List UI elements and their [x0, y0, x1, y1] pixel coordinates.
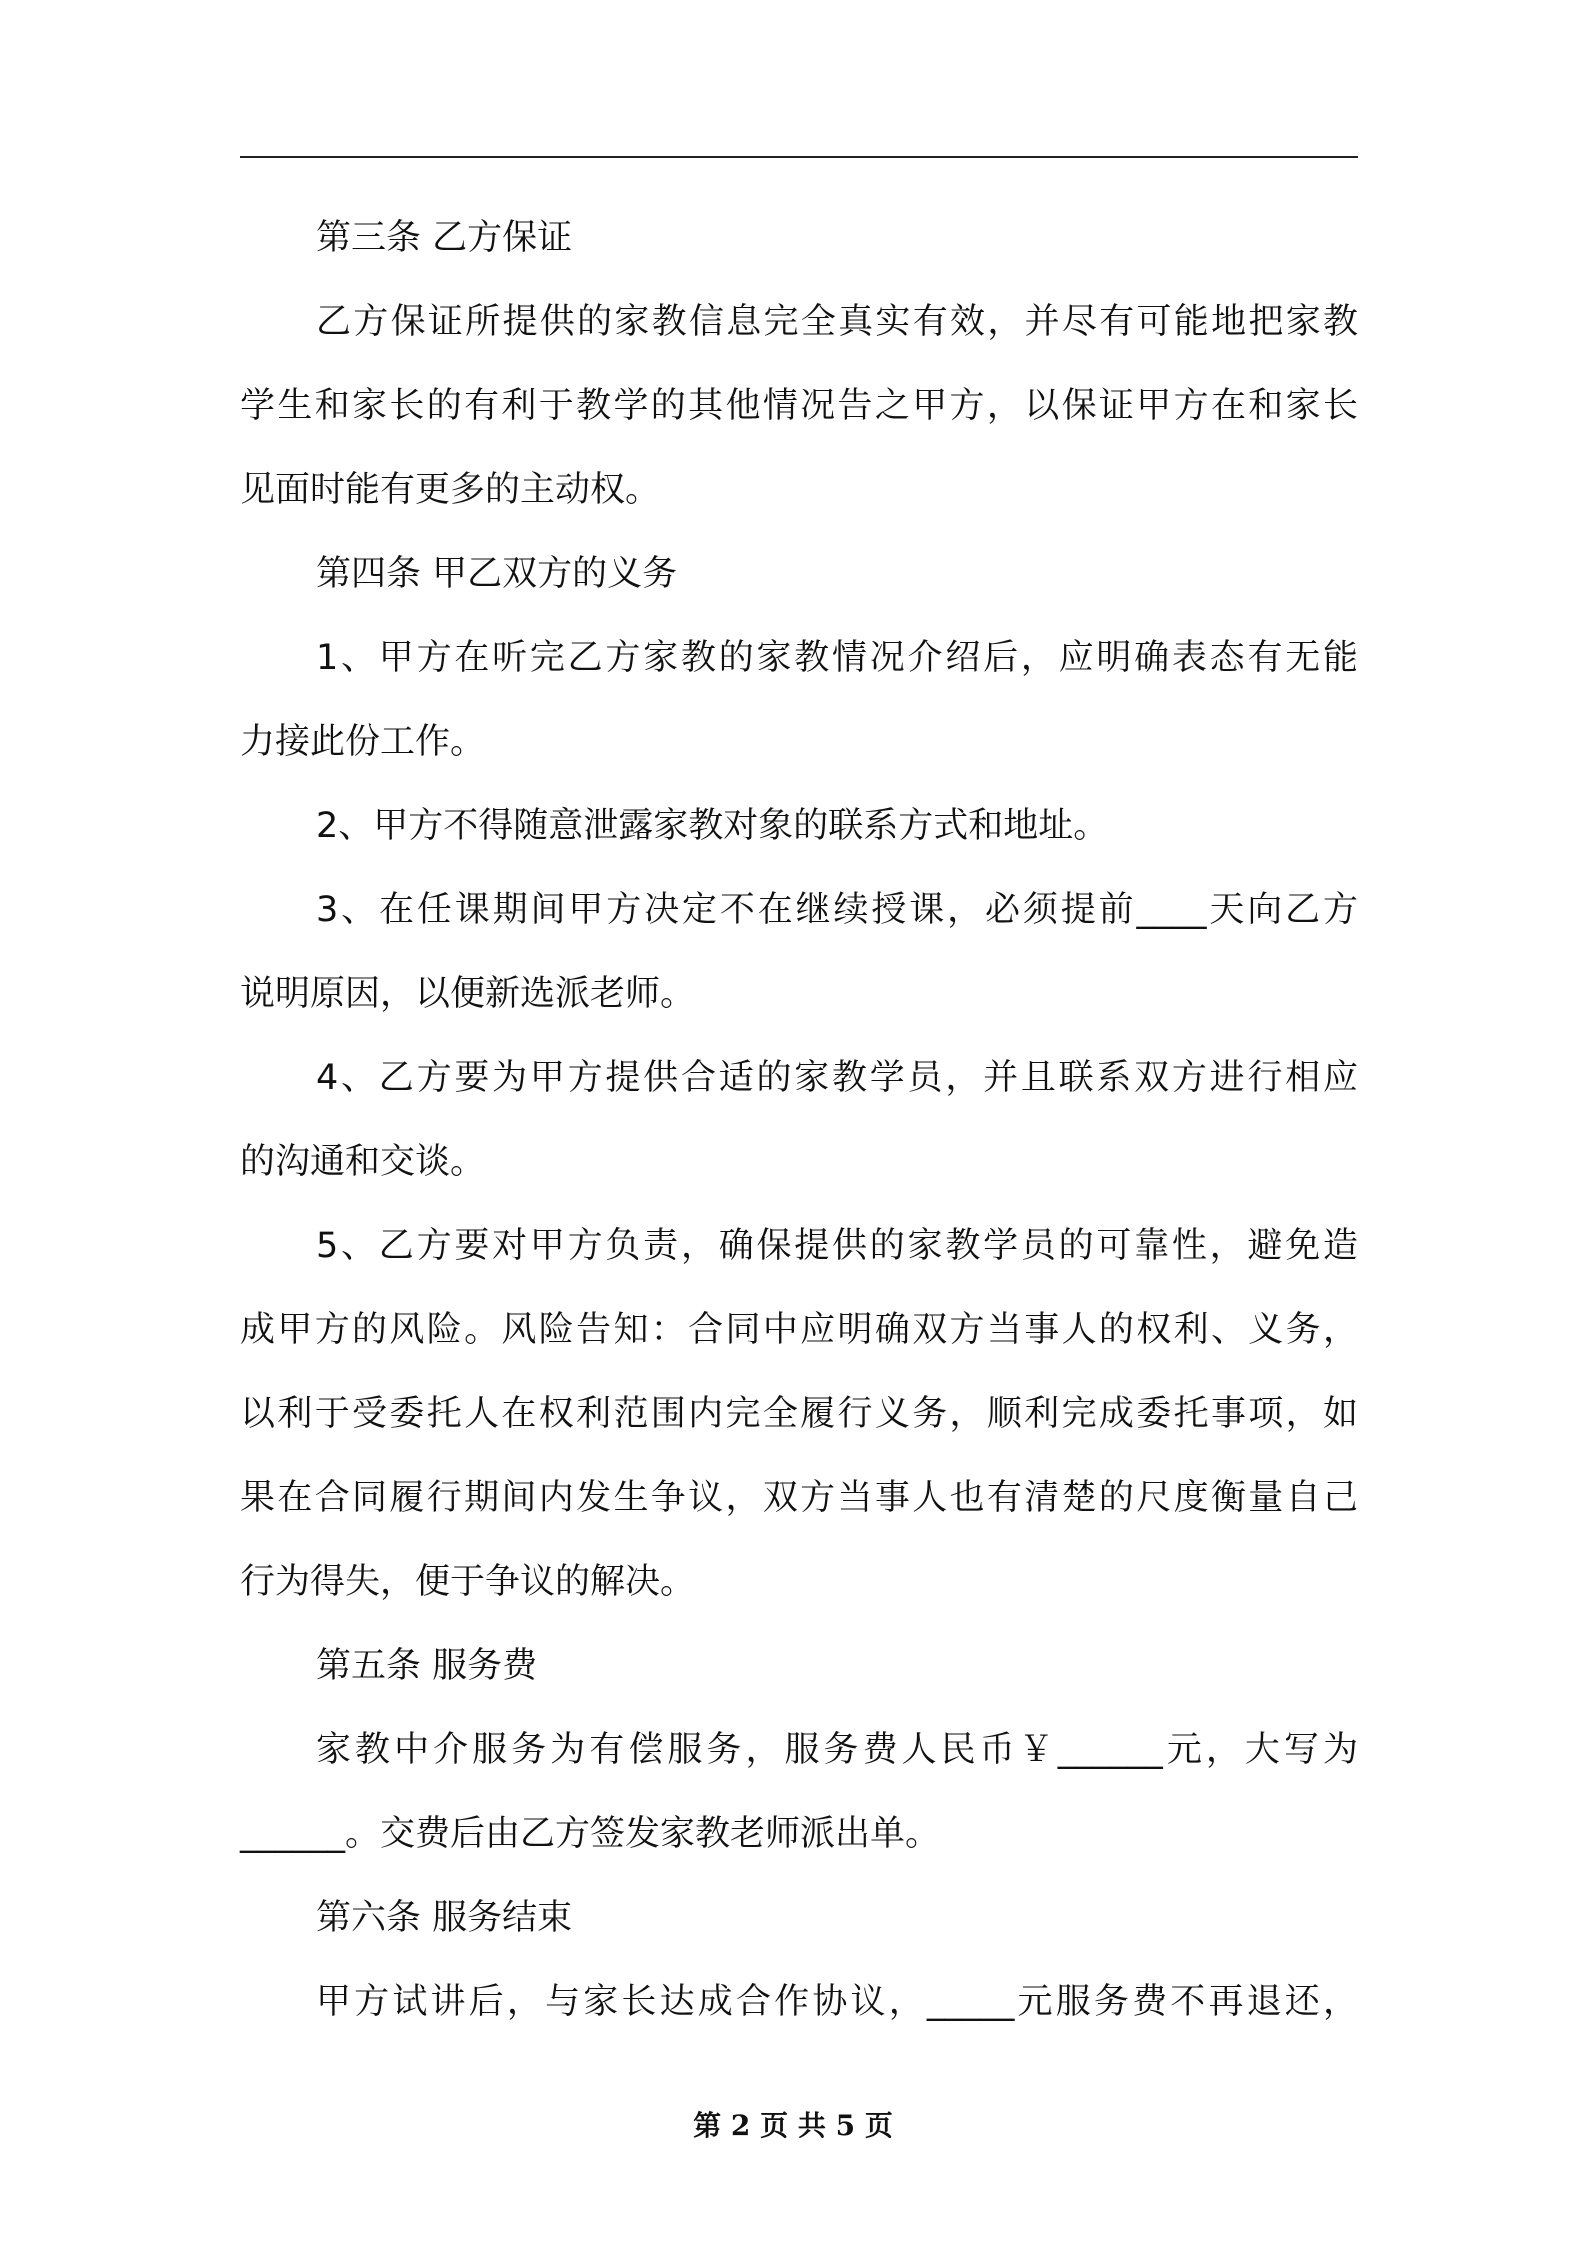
text-line: 成甲方的风险。风险告知：合同中应明确双方当事人的权利、义务， [240, 1310, 1358, 1350]
text-line: 说明原因，以便新选派老师。 [240, 974, 696, 1014]
text-line: 2、甲方不得随意泄露家教对象的联系方式和地址。 [316, 806, 1109, 846]
text-line: 果在合同履行期间内发生争议，双方当事人也有清楚的尺度衡量自己 [240, 1478, 1358, 1518]
text-line: 家教中介服务为有偿服务，服务费人民币￥______元，大写为 [316, 1730, 1358, 1770]
text-line: 力接此份工作。 [240, 722, 486, 762]
text-line: 第五条 服务费 [316, 1646, 538, 1686]
text-line: 乙方保证所提供的家教信息完全真实有效，并尽有可能地把家教 [316, 302, 1358, 342]
document-body [240, 196, 1358, 2044]
text-line: 5、乙方要对甲方负责，确保提供的家教学员的可靠性，避免造 [316, 1226, 1358, 1266]
text-line: 行为得失，便于争议的解决。 [240, 1562, 696, 1602]
text-line: 第四条 甲乙双方的义务 [316, 554, 678, 594]
page-number: 第 2 页 共 5 页 [693, 2109, 893, 2142]
text-line: 4、乙方要为甲方提供合适的家教学员，并且联系双方进行相应 [316, 1058, 1358, 1098]
text-line: 见面时能有更多的主动权。 [240, 470, 661, 510]
text-line: 甲方试讲后，与家长达成合作协议，_____元服务费不再退还， [316, 1982, 1358, 2022]
text-line: 的沟通和交谈。 [240, 1142, 486, 1182]
text-line: 第三条 乙方保证 [316, 218, 573, 258]
text-line: 以利于受委托人在权利范围内完全履行义务，顺利完成委托事项，如 [240, 1394, 1358, 1434]
text-line: ______。交费后由乙方签发家教老师派出单。 [240, 1814, 941, 1854]
text-line: 学生和家长的有利于教学的其他情况告之甲方，以保证甲方在和家长 [240, 386, 1358, 426]
text-line: 第六条 服务结束 [316, 1898, 573, 1938]
text-line: 1、甲方在听完乙方家教的家教情况介绍后，应明确表态有无能 [316, 638, 1358, 678]
text-line: 3、在任课期间甲方决定不在继续授课，必须提前____天向乙方 [316, 890, 1358, 930]
header-rule [240, 156, 1358, 158]
